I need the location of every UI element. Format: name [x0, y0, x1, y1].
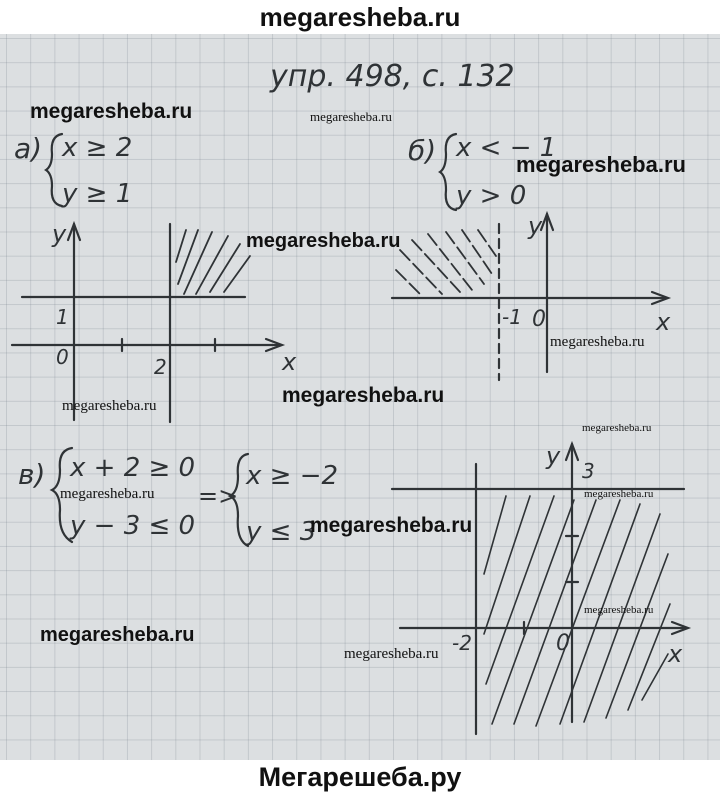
part-a-brace — [46, 134, 62, 206]
watermark: megaresheba.ru — [584, 488, 654, 500]
part-b-origin: 0 — [532, 307, 546, 332]
part-c-result-1: x ≥ −2 — [246, 461, 339, 491]
part-a-x-label: x — [282, 348, 297, 376]
watermark: megaresheba.ru — [246, 230, 401, 252]
part-a-inequality-1: x ≥ 2 — [62, 133, 133, 163]
part-a-y-label: y — [52, 220, 67, 248]
watermark: megaresheba.ru — [550, 334, 645, 350]
part-c-inequality-2: y − 3 ≤ 0 — [70, 511, 196, 541]
watermark: megaresheba.ru — [310, 109, 392, 124]
watermark: megaresheba.ru — [582, 422, 652, 434]
watermark: megaresheba.ru — [62, 398, 157, 414]
bottom-site-banner: Мегарешеба.ру — [0, 760, 720, 795]
part-c-inequality-1: x + 2 ≥ 0 — [70, 453, 196, 483]
part-b-hatching — [396, 230, 496, 296]
watermark: megaresheba.ru — [584, 604, 654, 616]
watermark: megaresheba.ru — [40, 624, 195, 646]
part-a-tick-y: 1 — [56, 305, 69, 329]
part-b-x-label: x — [656, 308, 671, 336]
watermark: megaresheba.ru — [60, 486, 155, 502]
part-c-tick-y: 3 — [582, 459, 595, 483]
part-b-tick-x: -1 — [502, 305, 522, 329]
part-b-label: б) — [408, 134, 437, 167]
part-b-y-label: y — [528, 212, 543, 240]
part-b-inequality-1: x < − 1 — [456, 133, 557, 163]
watermark: megaresheba.ru — [310, 514, 473, 537]
part-a-origin: 0 — [56, 345, 69, 369]
part-a-hatching — [176, 230, 250, 294]
part-c-implies-arrow: => — [198, 482, 239, 510]
top-site-banner: megaresheba.ru — [0, 0, 720, 34]
watermark: megaresheba.ru — [282, 384, 445, 407]
exercise-title: упр. 498, с. 132 — [270, 59, 515, 94]
part-c-x-label: x — [668, 640, 683, 668]
notebook-page — [0, 34, 720, 760]
part-c-label: в) — [18, 458, 46, 491]
part-a-tick-x: 2 — [154, 355, 167, 379]
part-a-label: а) — [14, 132, 43, 165]
part-c-y-label: y — [546, 442, 561, 470]
part-b-inequality-2: y > 0 — [456, 181, 527, 211]
watermark: megaresheba.ru — [344, 646, 439, 662]
part-c-tick-x: -2 — [452, 631, 472, 655]
watermark: megaresheba.ru — [516, 152, 686, 177]
part-b-brace — [440, 134, 456, 210]
watermark: megaresheba.ru — [30, 100, 193, 123]
part-c-origin: 0 — [556, 631, 570, 656]
part-c-result-2: y ≤ 3 — [246, 517, 317, 547]
part-a-inequality-2: y ≥ 1 — [62, 179, 133, 209]
